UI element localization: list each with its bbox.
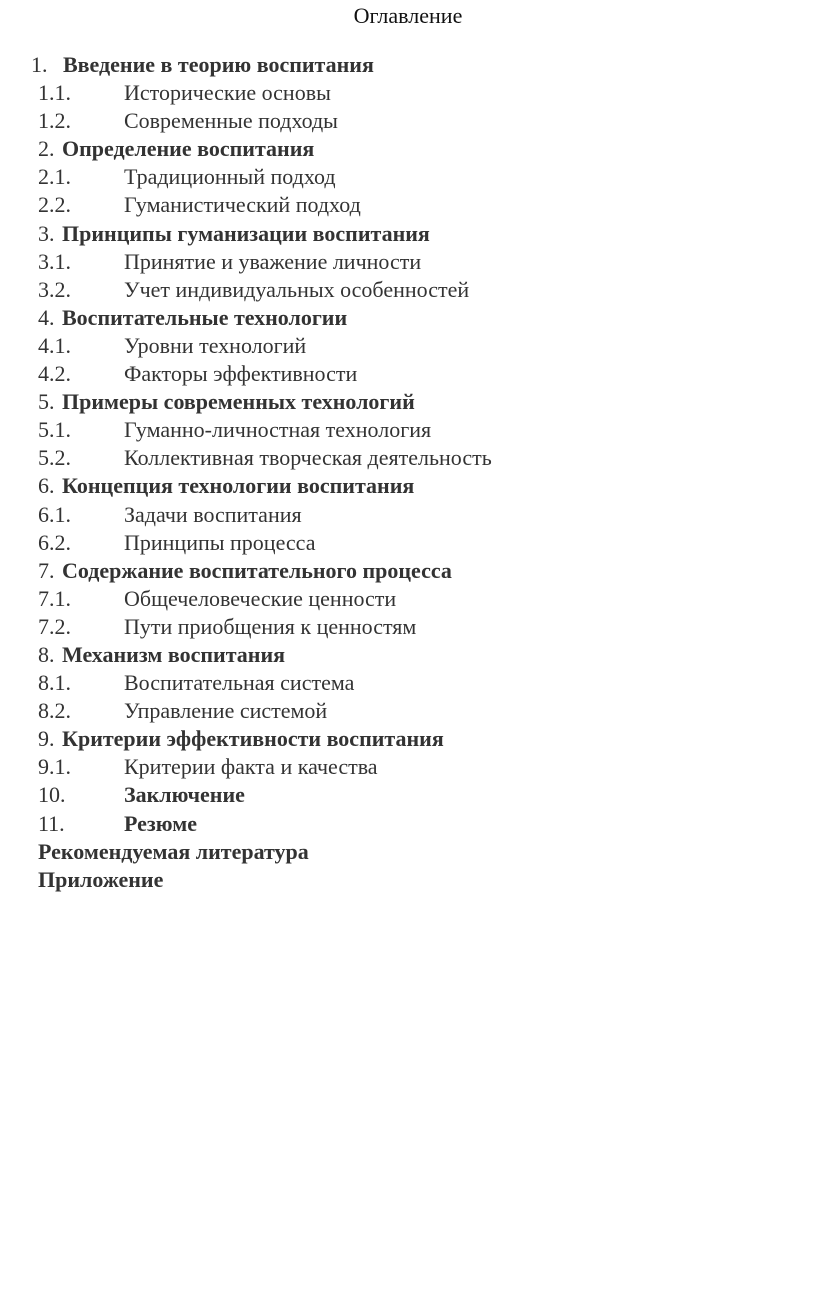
toc-section-1-1[interactable]	[0, 79, 816, 107]
toc-title: Оглавление	[353, 3, 463, 28]
toc-section-4-1[interactable]	[0, 332, 816, 360]
toc-chapter-title: Примеры современных технологий	[62, 389, 415, 415]
toc-chapter-9[interactable]	[0, 725, 816, 753]
toc-chapter-title: Определение воспитания	[62, 136, 315, 162]
toc-section-title: Традиционный подход	[124, 164, 336, 190]
toc-section-3-1[interactable]	[0, 248, 816, 276]
toc-bibliography[interactable]	[0, 838, 816, 866]
toc-chapter-title: Рекомендуемая литература	[38, 838, 309, 864]
toc-chapter-title: Содержание воспитательного процесса	[62, 557, 452, 583]
toc-number: 8.1.	[38, 670, 71, 696]
toc-number: 5.2.	[38, 445, 71, 471]
toc-section-title: Учет индивидуальных особенностей	[124, 276, 470, 302]
toc-section-5-2[interactable]	[0, 444, 816, 472]
toc-chapter-title: Механизм воспитания	[62, 641, 286, 667]
toc-section-6-2[interactable]	[0, 529, 816, 557]
toc-number: 8.2.	[38, 698, 71, 724]
toc-number: 3.	[38, 220, 55, 246]
toc-chapter-6[interactable]	[0, 472, 816, 500]
toc-section-title: Гуманно-личностная технология	[124, 417, 432, 443]
toc-number: 11.	[38, 810, 65, 836]
toc-chapter-3[interactable]	[0, 220, 816, 248]
toc-section-8-1[interactable]	[0, 669, 816, 697]
toc-number: 4.	[38, 304, 55, 330]
toc-chapter-title: Резюме	[124, 810, 198, 836]
toc-section-title: Коллективная творческая деятельность	[124, 445, 492, 471]
toc-section-7-2[interactable]	[0, 613, 816, 641]
toc-section-title: Современные подходы	[124, 108, 338, 134]
toc-number: 7.2.	[38, 613, 71, 639]
toc-section-title: Принятие и уважение личности	[124, 248, 422, 274]
toc-chapter-title: Концепция технологии воспитания	[62, 473, 415, 499]
toc-chapter-4[interactable]	[0, 304, 816, 332]
toc-number: 4.1.	[38, 332, 71, 358]
toc-number: 2.1.	[38, 164, 71, 190]
toc-section-title: Задачи воспитания	[124, 501, 302, 527]
toc-number: 7.	[38, 557, 55, 583]
toc-section-4-2[interactable]	[0, 360, 816, 388]
toc-number: 1.1.	[38, 80, 71, 106]
toc-section-1-2[interactable]	[0, 107, 816, 135]
toc-number: 9.	[38, 726, 55, 752]
toc-number: 1.2.	[38, 108, 71, 134]
toc-section-title: Воспитательная система	[124, 670, 355, 696]
toc-section-5-1[interactable]	[0, 416, 816, 444]
toc-number: 2.	[38, 136, 55, 162]
toc-number: 5.	[38, 389, 55, 415]
toc-number: 6.1.	[38, 501, 71, 527]
toc-chapter-title: Введение в теорию воспитания	[63, 52, 374, 77]
toc-number: 6.	[38, 473, 55, 499]
toc-number: 9.1.	[38, 754, 71, 780]
toc-chapter-1[interactable]	[0, 51, 816, 79]
toc-chapter-title: Заключение	[124, 782, 245, 808]
toc-chapter-11[interactable]	[0, 810, 816, 838]
toc-section-title: Общечеловеческие ценности	[124, 585, 397, 611]
toc-number: 6.2.	[38, 529, 71, 555]
toc-section-title: Управление системой	[124, 698, 328, 724]
toc-section-9-1[interactable]	[0, 753, 816, 781]
toc-number: 2.2.	[38, 192, 71, 218]
toc-number: 4.2.	[38, 361, 71, 387]
toc-number: 3.1.	[38, 248, 71, 274]
toc-section-2-2[interactable]	[0, 191, 816, 219]
toc-chapter-title: Принципы гуманизации воспитания	[62, 220, 430, 246]
toc-section-7-1[interactable]	[0, 585, 816, 613]
toc-chapter-title: Воспитательные технологии	[62, 304, 348, 330]
toc-section-title: Факторы эффективности	[124, 361, 358, 387]
toc-number: 8.	[38, 641, 55, 667]
toc-number: 1.	[31, 52, 48, 77]
toc-section-title: Принципы процесса	[124, 529, 316, 555]
toc-section-title: Уровни технологий	[124, 332, 307, 358]
toc-section-title: Критерии факта и качества	[124, 754, 378, 780]
toc-number: 5.1.	[38, 417, 71, 443]
toc-chapter-7[interactable]	[0, 557, 816, 585]
toc-number: 7.1.	[38, 585, 71, 611]
toc-chapter-2[interactable]	[0, 135, 816, 163]
toc-number: 3.2.	[38, 276, 71, 302]
toc-chapter-8[interactable]	[0, 641, 816, 669]
toc-section-3-2[interactable]	[0, 276, 816, 304]
toc-section-title: Исторические основы	[124, 80, 331, 106]
toc-chapter-10[interactable]	[0, 781, 816, 809]
toc-number: 10.	[38, 782, 66, 808]
table-of-contents	[0, 51, 816, 894]
toc-section-8-2[interactable]	[0, 697, 816, 725]
toc-chapter-title: Критерии эффективности воспитания	[62, 726, 444, 752]
toc-section-title: Гуманистический подход	[124, 192, 361, 218]
toc-appendix[interactable]	[0, 866, 816, 894]
toc-section-6-1[interactable]	[0, 501, 816, 529]
toc-chapter-5[interactable]	[0, 388, 816, 416]
toc-section-title: Пути приобщения к ценностям	[124, 613, 417, 639]
toc-chapter-title: Приложение	[38, 866, 164, 892]
toc-section-2-1[interactable]	[0, 163, 816, 191]
